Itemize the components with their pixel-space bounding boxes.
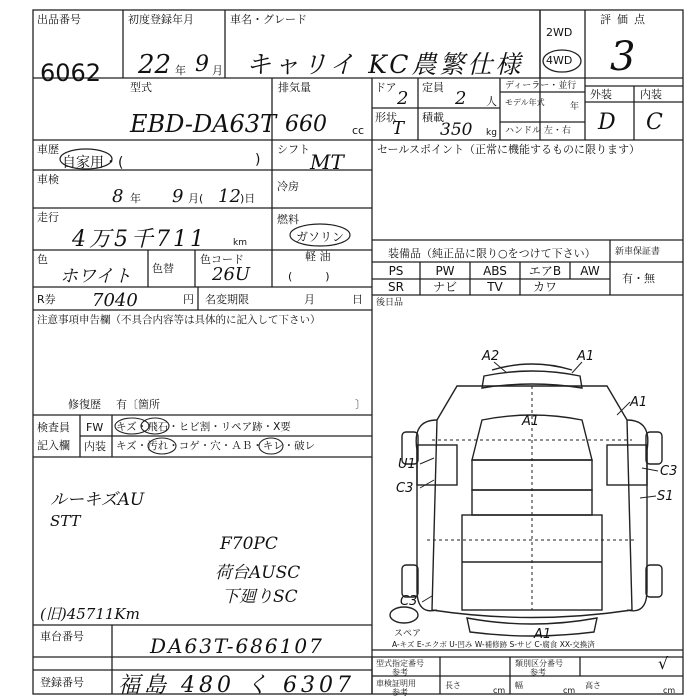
- body-shape-label: 形状: [375, 111, 397, 124]
- color-value: ホワイト: [60, 266, 132, 287]
- notes-label: 注意事項申告欄（不具合内容等は具体的に記入して下さい）: [37, 314, 321, 326]
- drive-4wd-circle: [540, 47, 584, 75]
- capacity-label: 定員: [422, 81, 444, 94]
- recycle-unit: 円: [183, 293, 194, 306]
- equip-navi: ナビ: [432, 280, 457, 294]
- inspection-label: 車検: [37, 173, 59, 186]
- name-change-deadline-label: 名変期限: [205, 293, 249, 306]
- inspection-day-unit: )日: [240, 192, 256, 205]
- deadline-day-unit: 日: [352, 293, 363, 306]
- cert-number-label: 車検証明用: [376, 679, 416, 688]
- color-code-value: 26U: [212, 264, 251, 285]
- exterior-label: 外装: [590, 88, 612, 101]
- mark-left-rust: C3: [396, 481, 414, 496]
- exterior-grade: D: [598, 110, 616, 135]
- inspection-year-unit: 年: [130, 192, 141, 205]
- repair-history-value: 有〔箇所: [116, 398, 160, 411]
- gasoline-circle: [288, 222, 352, 248]
- spare-tire-outline: [390, 607, 418, 623]
- later-items-label: 後日品: [376, 298, 404, 308]
- color-label: 色: [37, 253, 48, 266]
- front-bumper-outline: [492, 364, 572, 370]
- equip-leather: カワ: [532, 280, 557, 294]
- length-label: 長さ: [445, 681, 461, 690]
- chassis-number-label: 車台番号: [40, 630, 84, 643]
- model-year-label: モデル年式: [505, 98, 545, 107]
- right-door-outline: [607, 445, 647, 485]
- vehicle-condition-diagram: [372, 340, 683, 650]
- repair-history-label: 修復歴: [68, 398, 101, 411]
- capacity-value: 2: [455, 88, 467, 109]
- shift-value: MT: [310, 150, 344, 174]
- damage-legend: A-キズ E-エクボ U-凹み W-補修跡 S-サビ C-腐食 XX-交換済: [392, 640, 595, 649]
- mark-front-bumper-right: A1: [577, 349, 595, 364]
- cert-number-ref: 参考: [392, 688, 408, 697]
- inspector-circles: [112, 415, 372, 457]
- inspection-day: 12: [218, 186, 241, 207]
- inspection-month-unit: 月(: [188, 192, 204, 205]
- drive-2wd: 2WD: [546, 26, 573, 39]
- equip-aw: AW: [580, 264, 600, 278]
- height-label: 高さ: [585, 681, 601, 690]
- score-value: 3: [610, 34, 636, 80]
- score-label: 評価点: [600, 13, 651, 26]
- remark-line-6: (旧)45711Km: [40, 605, 140, 623]
- wheel-front-right: [646, 432, 662, 464]
- displacement-value: 660: [285, 112, 327, 137]
- body-shape-value: T: [392, 118, 405, 139]
- year-unit: 年: [175, 64, 186, 77]
- fuel-value: ガソリン: [296, 230, 345, 244]
- equipment-title: 装備品（純正品に限り○をつけて下さい）: [388, 247, 596, 260]
- shift-label: シフト: [277, 143, 310, 156]
- recycle-ticket-label: R券: [37, 293, 56, 306]
- model-code-value: EBD-DA63T: [130, 110, 277, 138]
- fuel-label: 燃料: [277, 213, 299, 226]
- mark-left-dent: U1: [398, 457, 416, 472]
- equip-ps: PS: [388, 264, 404, 278]
- windshield-items: キズ・飛石・ヒビ割・リペア跡・X要: [116, 421, 291, 433]
- wheel-rear-left: [402, 565, 418, 597]
- wheel-rear-right: [646, 565, 662, 597]
- chassis-number-value: DA63T-686107: [150, 634, 324, 658]
- steering-side-label: ハンドル 左・右: [505, 126, 571, 136]
- lot-number: 6062: [40, 59, 102, 87]
- length-unit: cm: [493, 686, 506, 695]
- drive-4wd: 4WD: [546, 54, 573, 67]
- mileage-label: 走行: [37, 211, 59, 224]
- displacement-label: 排気量: [278, 81, 311, 94]
- load-label: 積載: [422, 111, 444, 124]
- mark-windshield: A1: [522, 414, 540, 429]
- load-unit: kg: [486, 128, 497, 138]
- doors-label: ドア: [375, 81, 397, 94]
- first-registration-month: 9: [195, 52, 209, 77]
- mileage-value: 4万5千711: [72, 227, 207, 252]
- capacity-unit: 人: [486, 95, 497, 108]
- remark-line-1: ルーキズAU: [50, 490, 145, 510]
- interior-check-label: 内装: [84, 440, 106, 453]
- remark-line-3: F70PC: [220, 534, 278, 554]
- private-use-circle: [58, 147, 114, 171]
- vehicle-history-label: 車歴: [37, 143, 59, 156]
- equip-pw: PW: [435, 264, 455, 278]
- remark-line-5: 下廻りSC: [222, 587, 298, 607]
- mark-rear-left: C3: [400, 594, 418, 609]
- model-cert-ref: 参考: [392, 668, 408, 677]
- model-year-unit: 年: [570, 102, 580, 112]
- rear-bumper-outline: [467, 618, 597, 636]
- mark-right-front: A1: [630, 395, 648, 410]
- color-code-label: 色コード: [200, 253, 244, 266]
- doors-value: 2: [397, 88, 409, 109]
- displacement-unit: cc: [352, 124, 365, 137]
- model-code-label: 型式: [130, 81, 152, 94]
- mark-right-scratch: S1: [657, 489, 674, 504]
- vehicle-name-label: 車名・グレード: [230, 13, 307, 26]
- inspection-year: 8: [112, 186, 124, 207]
- mark-right-rust: C3: [660, 464, 678, 479]
- fuel-diesel-label: 軽 油: [305, 250, 331, 263]
- first-registration-year: 22: [138, 50, 172, 80]
- repair-history-close: 〕: [355, 398, 366, 411]
- first-registration-label: 初度登録年月: [128, 13, 194, 26]
- height-unit: cm: [663, 686, 676, 695]
- equip-sr: SR: [388, 280, 404, 294]
- aircon-label: 冷房: [277, 180, 299, 193]
- registration-label: 登録番号: [40, 676, 84, 689]
- deadline-month-unit: 月: [304, 293, 315, 306]
- entry-label: 記入欄: [37, 439, 70, 452]
- mark-rear-bumper: A1: [534, 627, 552, 642]
- vehicle-history-close: ): [255, 152, 261, 168]
- color-change-label: 色替: [152, 262, 174, 275]
- equip-tv: TV: [487, 280, 503, 294]
- spare-label: スペア: [394, 629, 422, 639]
- left-door-outline: [417, 445, 457, 485]
- category-ref: 参考: [530, 668, 546, 677]
- category-label: 類別区分番号: [515, 659, 563, 668]
- vehicle-name-value: キャリイ KC農繁仕様: [246, 50, 524, 79]
- equip-airbag: エアB: [528, 264, 562, 278]
- registration-value: 福島 480 く 6307: [118, 673, 355, 698]
- remark-line-2: STT: [50, 512, 81, 530]
- width-label: 幅: [515, 681, 523, 690]
- inspection-month: 9: [172, 186, 184, 207]
- remark-line-4: 荷台AUSC: [215, 563, 301, 583]
- sales-points-label: セールスポイント（正常に機能するものに限ります）: [377, 143, 641, 156]
- interior-grade: C: [646, 110, 663, 135]
- interior-check-items: キズ・汚れ・コゲ・穴・ＡＢ・キレ・破レ: [116, 440, 316, 452]
- category-check-mark: √: [658, 654, 669, 673]
- lot-number-label: 出品番号: [37, 13, 81, 26]
- inspector-label: 検査員: [37, 421, 70, 434]
- vehicle-history-value: 自家用・(: [62, 155, 124, 171]
- width-unit: cm: [563, 686, 576, 695]
- load-value: 350: [440, 120, 473, 140]
- mark-front-bumper-left: A2: [482, 349, 500, 364]
- windshield-label: FW: [86, 421, 104, 434]
- warranty-value: 有・無: [622, 272, 655, 285]
- month-unit: 月: [212, 64, 223, 77]
- recycle-ticket-value: 7040: [92, 290, 138, 311]
- warranty-label: 新車保証書: [615, 247, 661, 257]
- dealer-label: ディーラー・並行: [505, 81, 577, 91]
- model-cert-label: 型式指定番号: [376, 659, 424, 668]
- equip-abs: ABS: [483, 264, 507, 278]
- mileage-unit: km: [233, 238, 247, 248]
- fuel-other-paren: ( ): [288, 270, 330, 283]
- interior-label: 内装: [640, 88, 662, 101]
